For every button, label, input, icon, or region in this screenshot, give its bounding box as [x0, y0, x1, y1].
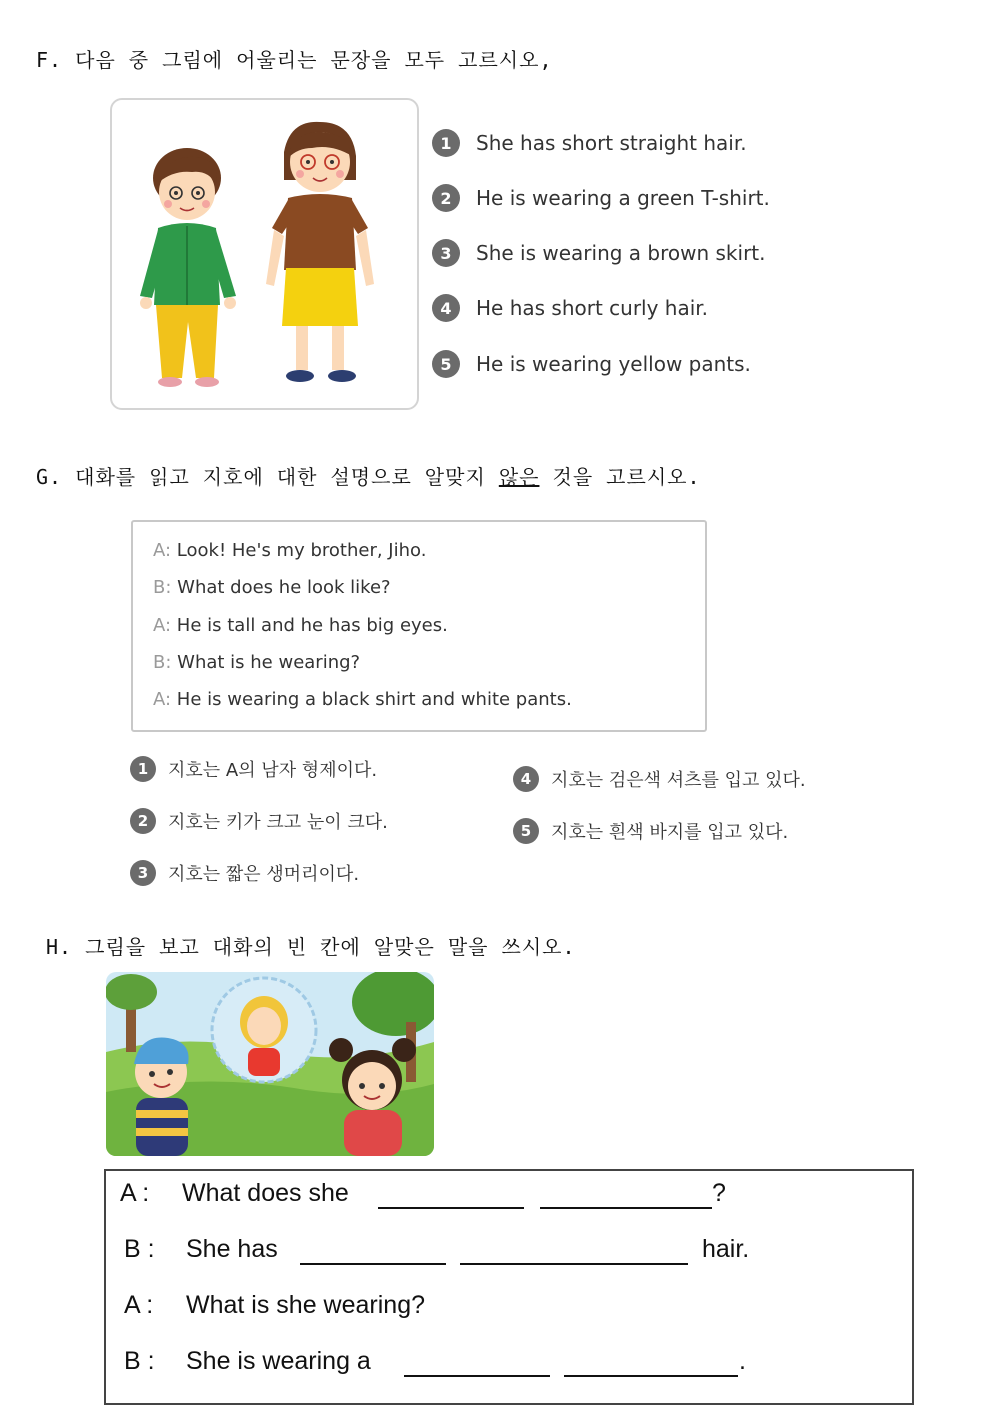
fill-in-dialogue-box [104, 1169, 914, 1405]
section-g-title [36, 461, 701, 490]
option-2 [432, 184, 770, 212]
option-1 [432, 129, 747, 157]
title-part: G. 대화를 읽고 지호에 대한 설명으로 알맞지 [36, 465, 499, 489]
speaker-label: A: [153, 689, 172, 710]
g-option-2 [130, 808, 388, 834]
speaker-label: A: [153, 540, 172, 561]
dialogue-line [153, 689, 572, 710]
title-underlined: 않은 [498, 465, 540, 489]
number-badge: 1 [130, 756, 156, 782]
row-text: She has [186, 1235, 278, 1263]
option-text: He has short curly hair. [476, 296, 709, 320]
row-text: She is wearing a [186, 1347, 371, 1375]
section-f-title: F. 다음 중 그림에 어울리는 문장을 모두 고르시오, [36, 48, 553, 72]
speaker-label: A: [153, 615, 172, 636]
option-text: He is wearing a green T-shirt. [476, 186, 770, 210]
answer-blank[interactable] [378, 1207, 524, 1209]
row-end-text: . [739, 1347, 746, 1375]
number-badge: 2 [130, 808, 156, 834]
number-badge: 1 [432, 129, 460, 157]
number-badge: 4 [513, 766, 539, 792]
number-badge: 4 [432, 294, 460, 322]
row-end-text: hair. [702, 1235, 750, 1263]
g-option-1 [130, 756, 377, 782]
line-text: What is he wearing? [177, 652, 361, 673]
number-badge: 5 [513, 818, 539, 844]
answer-blank[interactable] [564, 1375, 738, 1377]
speaker-label: A : [124, 1291, 154, 1319]
speaker-label: B: [153, 577, 172, 598]
line-text: He is tall and he has big eyes. [176, 615, 448, 636]
g-option-4 [513, 766, 806, 792]
g-option-5 [513, 818, 788, 844]
option-text: 지호는 흰색 바지를 입고 있다. [551, 822, 789, 843]
speaker-label: B : [124, 1235, 155, 1263]
option-text: She is wearing a brown skirt. [476, 241, 766, 265]
option-text: 지호는 키가 크고 눈이 크다. [168, 812, 388, 833]
g-option-3 [130, 860, 359, 886]
dialogue-line [153, 652, 360, 673]
section-h-title: H. 그림을 보고 대화의 빈 칸에 알맞은 말을 쓰시오. [46, 935, 576, 959]
number-badge: 5 [432, 350, 460, 378]
option-5 [432, 350, 751, 378]
speaker-label: B : [124, 1347, 155, 1375]
row-text: What is she wearing? [186, 1291, 426, 1319]
girl-figure [266, 122, 374, 382]
number-badge: 3 [432, 239, 460, 267]
answer-blank[interactable] [540, 1207, 712, 1209]
line-text: What does he look like? [177, 577, 391, 598]
option-text: 지호는 짧은 생머리이다. [168, 864, 360, 885]
row-text: What does she [182, 1179, 349, 1207]
children-illustration [110, 98, 419, 410]
speaker-label: A : [120, 1179, 150, 1207]
option-4 [432, 294, 708, 322]
boy-figure [140, 148, 236, 387]
speaker-label: B: [153, 652, 172, 673]
answer-blank[interactable] [404, 1375, 550, 1377]
option-3 [432, 239, 766, 267]
title-part: 것을 고르시오. [539, 465, 701, 489]
dialogue-line [153, 540, 426, 561]
option-text: She has short straight hair. [476, 131, 747, 155]
option-text: 지호는 A의 남자 형제이다. [168, 760, 378, 781]
answer-blank[interactable] [460, 1263, 688, 1265]
row-end-text: ? [712, 1179, 726, 1207]
number-badge: 3 [130, 860, 156, 886]
dialogue-box [131, 520, 707, 732]
dialogue-line [153, 577, 391, 598]
option-text: He is wearing yellow pants. [476, 352, 751, 376]
number-badge: 2 [432, 184, 460, 212]
park-illustration [106, 972, 434, 1156]
line-text: He is wearing a black shirt and white pants. [176, 689, 572, 710]
dialogue-line [153, 615, 448, 636]
line-text: Look! He's my brother, Jiho. [176, 540, 427, 561]
option-text: 지호는 검은색 셔츠를 입고 있다. [551, 770, 806, 791]
answer-blank[interactable] [300, 1263, 446, 1265]
